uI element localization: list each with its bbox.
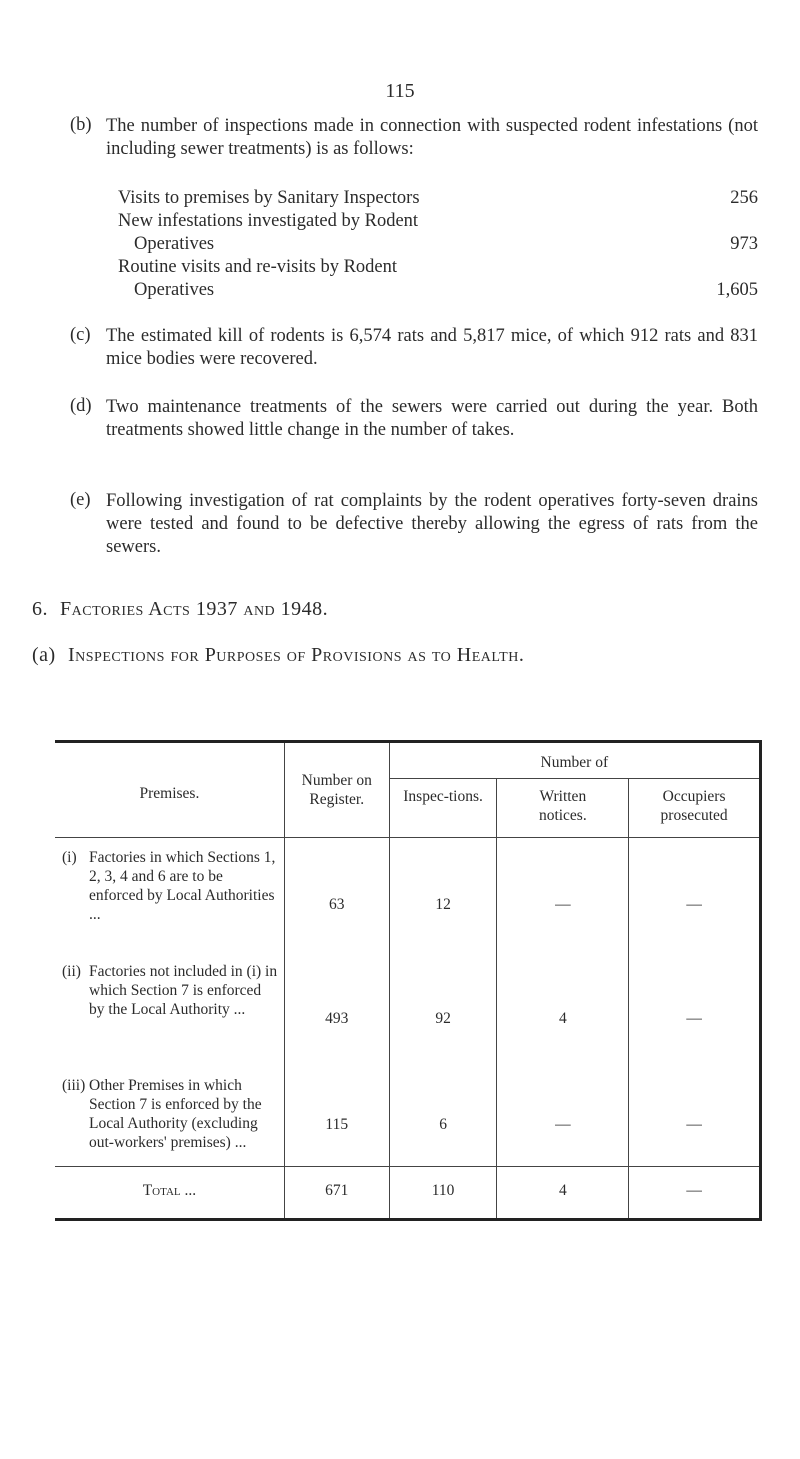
row-2-notices: 4 (558, 1010, 567, 1027)
prosecuted-cell (629, 838, 761, 1167)
header-prosecuted: Occupiers prosecuted (629, 779, 761, 838)
para-d-text: Two maintenance treatments of the sewers were carried out during the year. Both treatments showed little change in the number of takes. (106, 397, 758, 440)
row-1-inspections: 12 (435, 896, 451, 913)
header-number-of: Number of (389, 742, 760, 779)
row-3-notices: — (555, 1116, 571, 1133)
header-inspections: Inspec-tions. (389, 779, 497, 838)
row-1-prosecuted: — (686, 896, 702, 913)
row-2-register: 493 (325, 1010, 349, 1027)
row-1-register: 63 (329, 896, 345, 913)
para-e-label: (e) (70, 490, 91, 510)
table-row (59, 848, 278, 962)
subsection-a-label: (a) (32, 644, 56, 666)
routine-visits-row-2 (118, 279, 758, 302)
routine-visits-label: Routine visits and re-visits by Rodent (118, 257, 398, 277)
new-infestations-row (118, 210, 758, 233)
visits-row-value: 256 (730, 188, 758, 208)
para-e-text: Following investigation of rat complaints by the rodent operatives forty-seven drains were tested and found to be defective thereby allowing the egress of rats from the sewers. (106, 491, 758, 557)
factories-table (55, 740, 762, 1221)
row-2-inspections: 92 (435, 1010, 451, 1027)
total-notices: 4 (497, 1167, 629, 1220)
routine-visits-row (118, 256, 758, 279)
new-infestations-label: New infestations investigated by Rodent (118, 211, 419, 231)
header-notices: Written notices. (497, 779, 629, 838)
premises-cell (55, 838, 284, 1167)
row-3-register: 115 (325, 1116, 349, 1133)
visits-row-label: Visits to premises by Sanitary Inspectors (118, 188, 420, 208)
para-b-label: (b) (70, 115, 92, 135)
row-3-inspections: 6 (439, 1116, 447, 1133)
row-3-desc: Other Premises in which Section 7 is enforced by the Local Authority (excluding out-workers' premises) ... (89, 1077, 262, 1151)
row-2-desc: Factories not included in (i) in which Section 7 is enforced by the Local Authority ... (89, 963, 278, 1018)
register-cell (284, 838, 389, 1167)
para-b-text: The number of inspections made in connection with suspected rodent infestations (not including sewer treatments) is as follows: (106, 116, 758, 159)
total-row (55, 1167, 761, 1220)
table-row (59, 1076, 278, 1152)
new-infestations-label-2: Operatives (134, 234, 215, 254)
row-1-desc: Factories in which Sections 1, 2, 3, 4 and 6 are to be enforced by Local Authorities ... (89, 849, 276, 923)
total-inspections: 110 (389, 1167, 497, 1220)
visits-row (118, 187, 758, 210)
subsection-a-title: Inspections for Purposes of Provisions as to Health. (68, 644, 525, 666)
para-d-label: (d) (70, 396, 92, 416)
notices-cell (497, 838, 629, 1167)
para-c-text: The estimated kill of rodents is 6,574 rats and 5,817 mice, of which 912 rats and 831 mice bodies were recovered. (106, 326, 758, 369)
total-label: Total ... (142, 1182, 197, 1199)
new-infestations-row-2 (118, 233, 758, 256)
page-number: 115 (385, 80, 415, 102)
total-register: 671 (284, 1167, 389, 1220)
header-premises: Premises. (55, 742, 284, 838)
section-6-title: Factories Acts 1937 and 1948. (60, 598, 329, 620)
table-row (59, 962, 278, 1076)
header-register: Number on Register. (284, 742, 389, 838)
routine-visits-label-2: Operatives (134, 280, 215, 300)
row-2-prosecuted: — (686, 1010, 702, 1027)
row-1-roman: (i) (62, 849, 77, 866)
row-3-roman: (iii) (62, 1077, 86, 1094)
row-2-roman: (ii) (62, 963, 81, 980)
row-1-notices: — (555, 896, 571, 913)
para-c-label: (c) (70, 325, 91, 345)
row-3-prosecuted: — (686, 1116, 702, 1133)
section-6-number: 6. (32, 598, 48, 620)
routine-visits-value: 1,605 (716, 280, 758, 300)
inspections-cell (389, 838, 497, 1167)
new-infestations-value: 973 (730, 234, 758, 254)
total-prosecuted: — (629, 1167, 761, 1220)
